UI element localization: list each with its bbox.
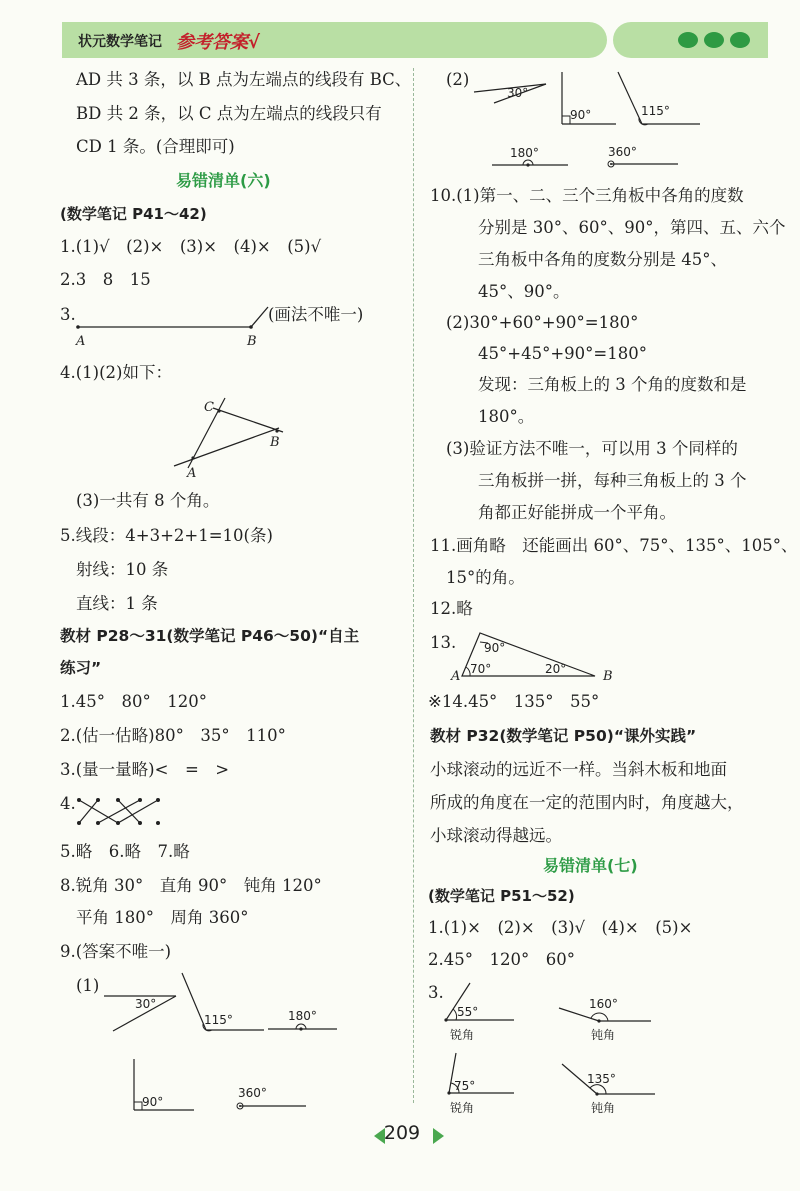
tb-answer-1: 1.45° 80° 120° — [60, 692, 207, 711]
s-answer-3: 3. — [428, 983, 444, 1002]
text-line: 所成的角度在一定的范围内时，角度越大， — [430, 793, 744, 812]
reference: (数学笔记 P51～52) — [428, 887, 575, 905]
deg-360: 360° — [238, 1086, 267, 1100]
text-line: 发现：三角板上的 3 个角的度数和是 — [478, 375, 747, 394]
tb-answer-11: 11.画角略 还能画出 60°、75°、135°、105°、 — [430, 536, 798, 555]
textbook-title: 教材 P28～31(数学笔记 P46～50)“自主 — [60, 627, 360, 645]
angle-figure-q4 — [174, 398, 283, 481]
deg-135: 135° — [587, 1072, 616, 1086]
page-number: 209 — [383, 1122, 421, 1144]
label-a: A — [76, 334, 86, 349]
text-line: 180°。 — [478, 407, 535, 426]
deg-90: 90° — [142, 1095, 164, 1109]
answer-5: 5.线段：4+3+2+1=10(条) — [60, 526, 273, 545]
tb-answer-14: ※14.45° 135° 55° — [428, 692, 600, 711]
deg-70: 70° — [470, 662, 492, 676]
answer-5-line: 直线：1 条 — [76, 594, 158, 613]
text-line: BD 共 2 条，以 C 点为左端点的线段只有 — [76, 104, 382, 123]
tb-answer-4: 4. — [60, 794, 76, 813]
text-line: 三角板中各角的度数分别是 45°、 — [478, 250, 727, 269]
deg-160: 160° — [589, 997, 618, 1011]
deg-30: 30° — [135, 997, 157, 1011]
deg-75: 75° — [454, 1079, 476, 1093]
text-line: 45°+45°+90°=180° — [478, 344, 647, 363]
tb-answer-8-cont: 平角 180° 周角 360° — [76, 908, 249, 927]
answer-1: 1.(1)√ (2)× (3)× (4)× (5)√ — [60, 237, 322, 256]
s3-angles — [444, 983, 655, 1115]
label-a: A — [451, 669, 461, 684]
label-a: A — [187, 466, 197, 481]
answer-4: 4.(1)(2)如下： — [60, 363, 172, 382]
text-line: 三角板拼一拼，每种三角板上的 3 个 — [478, 471, 747, 490]
deg-55: 55° — [457, 1005, 479, 1019]
deg-180: 180° — [510, 146, 539, 160]
label-acute: 锐角 — [450, 1028, 475, 1042]
tb-answer-12: 12.略 — [430, 599, 473, 618]
tb-answer-9: 9.(答案不唯一) — [60, 942, 172, 961]
deg-90: 90° — [484, 641, 506, 655]
label-acute: 锐角 — [450, 1101, 475, 1115]
section-title: 易错清单(七) — [543, 856, 638, 875]
label-obtuse: 钝角 — [591, 1028, 616, 1042]
matching-lines-figure — [77, 798, 168, 825]
text-line: 分别是 30°、60°、90°，第四、五、六个 — [478, 218, 786, 237]
reference: (数学笔记 P41～42) — [60, 205, 207, 223]
s-answer-1: 1.(1)× (2)× (3)√ (4)× (5)× — [428, 918, 693, 937]
section-title: 易错清单(六) — [176, 171, 271, 190]
label-b: B — [270, 435, 280, 450]
q9-2-angles — [474, 72, 700, 167]
tb-answer-8: 8.锐角 30° 直角 90° 钝角 120° — [60, 876, 322, 895]
tb-answer-9-1: (1) — [76, 976, 100, 995]
next-arrow-icon — [433, 1128, 444, 1144]
q13-triangle — [450, 633, 613, 684]
answer-2: 2.3 8 15 — [60, 270, 151, 289]
deg-180: 180° — [288, 1009, 317, 1023]
tb-answer-3: 3.(量一量略)< = > — [60, 760, 230, 779]
deg-30: 30° — [507, 86, 529, 100]
s-answer-2: 2.45° 120° 60° — [428, 950, 575, 969]
text-line: AD 共 3 条，以 B 点为左端点的线段有 BC、 — [76, 70, 412, 89]
label-c: C — [204, 400, 214, 415]
deg-115: 115° — [641, 104, 670, 118]
answer-4-3: (3)一共有 8 个角。 — [76, 491, 220, 510]
label-b: B — [603, 669, 613, 684]
segment-figure — [75, 307, 268, 349]
deg-115: 115° — [204, 1013, 233, 1027]
answer-3: 3. — [60, 305, 76, 324]
q9-1-angles — [104, 973, 337, 1110]
text-line: 45°、90°。 — [478, 282, 570, 301]
deg-20: 20° — [545, 662, 567, 676]
brand-title: 状元数学笔记 — [78, 34, 162, 50]
text-line: (3)验证方法不唯一，可以用 3 个同样的 — [446, 439, 738, 458]
tb-answer-10: 10.(1)第一、二、三个三角板中各角的度数 — [430, 186, 744, 205]
text-line: 15°的角。 — [446, 568, 525, 587]
text-line: 角都正好能拼成一个平角。 — [478, 503, 676, 522]
deg-90: 90° — [570, 108, 592, 122]
deg-360: 360° — [608, 145, 637, 159]
text-line: 小球滚动得越远。 — [430, 826, 562, 845]
text-line: CD 1 条。(合理即可) — [76, 137, 235, 156]
answer-5-ray: 射线：10 条 — [76, 560, 169, 579]
label-b: B — [247, 334, 257, 349]
tb-answer-9-2: (2) — [446, 70, 470, 89]
label-obtuse: 钝角 — [591, 1101, 616, 1115]
answer-3-note: (画法不唯一) — [268, 305, 364, 324]
text-line: (2)30°+60°+90°=180° — [446, 313, 639, 332]
tb-answer-2: 2.(估一估略)80° 35° 110° — [60, 726, 286, 745]
textbook-title-cont: 练习” — [60, 659, 102, 677]
text-line: 小球滚动的远近不一样。当斜木板和地面 — [430, 760, 727, 779]
answer-key-title: 参考答案√ — [176, 32, 261, 53]
tb-answer-5-7: 5.略 6.略 7.略 — [60, 842, 190, 861]
tb-answer-13: 13. — [430, 633, 457, 652]
textbook-title-2: 教材 P32(数学笔记 P50)“课外实践” — [430, 727, 697, 745]
